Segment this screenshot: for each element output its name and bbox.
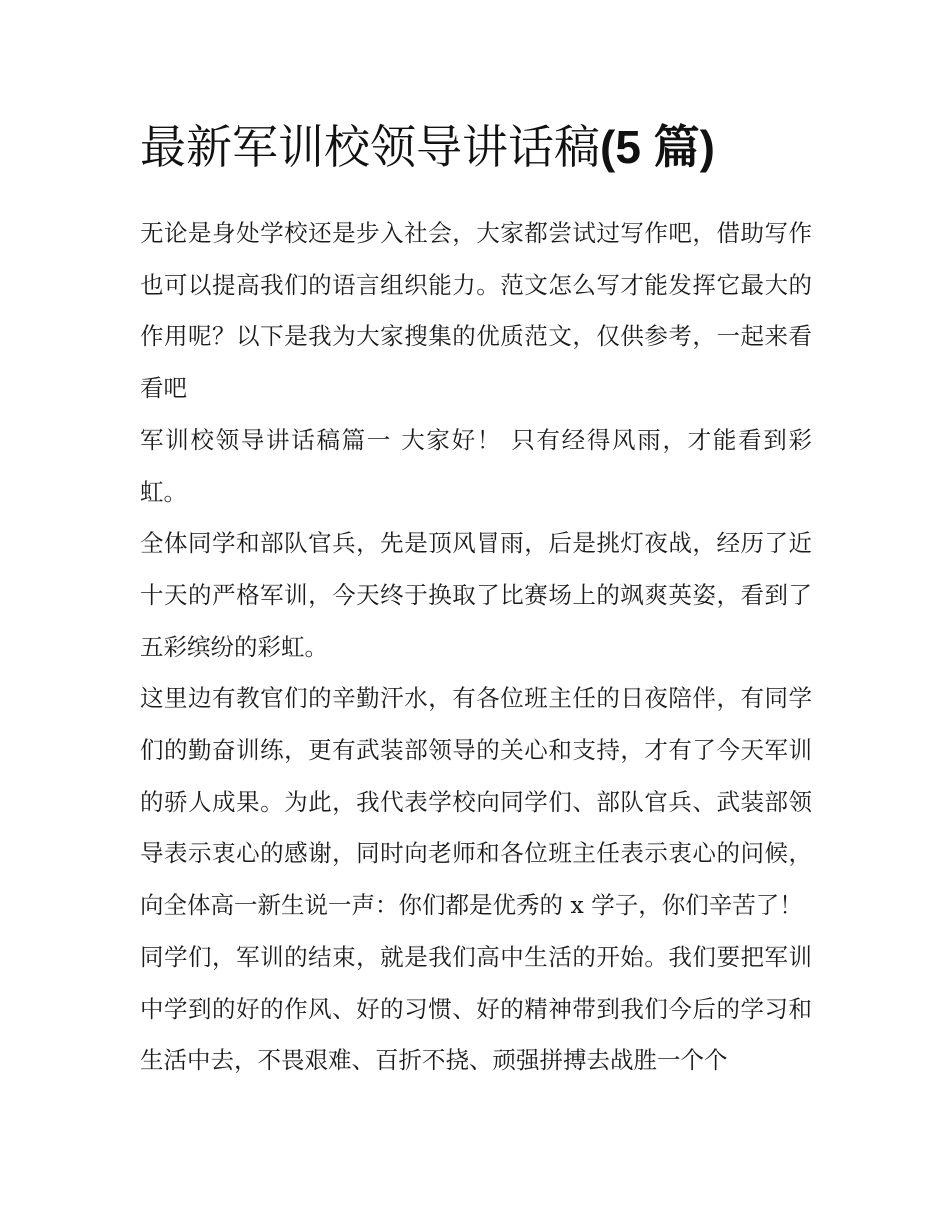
title-main: 最新军训校领导讲话稿 <box>140 120 600 174</box>
title-suffix: (5 篇) <box>600 121 715 173</box>
paragraph-training-review: 全体同学和部队官兵，先是顶风冒雨，后是挑灯夜战，经历了近十天的严格军训，今天终于换取了比赛场上的飒爽英姿，看到了五彩缤纷的彩虹。 <box>140 529 812 661</box>
paragraph-acknowledgements: 这里边有教官们的辛勤汗水，有各位班主任的日夜陪伴，有同学们的勤奋训练，更有武装部领导的关心和支持，才有了今天军训的骄人成果。为此，我代表学校向同学们、部队官兵、武装部领导表示衷心的感谢，同时向老师和各位班主任表示衷心的问候，向全体高一新生说一声：你们都是优秀的 x 学子，你们辛苦了！ <box>140 684 812 920</box>
document-title <box>140 112 812 182</box>
paragraph-speech-opening: 军训校领导讲话稿篇一 大家好！ 只有经得风雨，才能看到彩虹。 <box>140 425 812 506</box>
document-body <box>140 112 812 1087</box>
paragraph-future-study: 同学们，军训的结束，就是我们高中生活的开始。我们要把军训中学到的好的作风、好的习惯、好的精神带到我们今后的学习和生活中去，不畏艰难、百折不挠、顽强拼搏去战胜一个个 <box>140 942 812 1075</box>
paragraph-intro: 无论是身处学校还是步入社会，大家都尝试过写作吧，借助写作也可以提高我们的语言组织能力。范文怎么写才能发挥它最大的作用呢？以下是我为大家搜集的优质范文，仅供参考，一起来看看吧 <box>140 219 812 403</box>
